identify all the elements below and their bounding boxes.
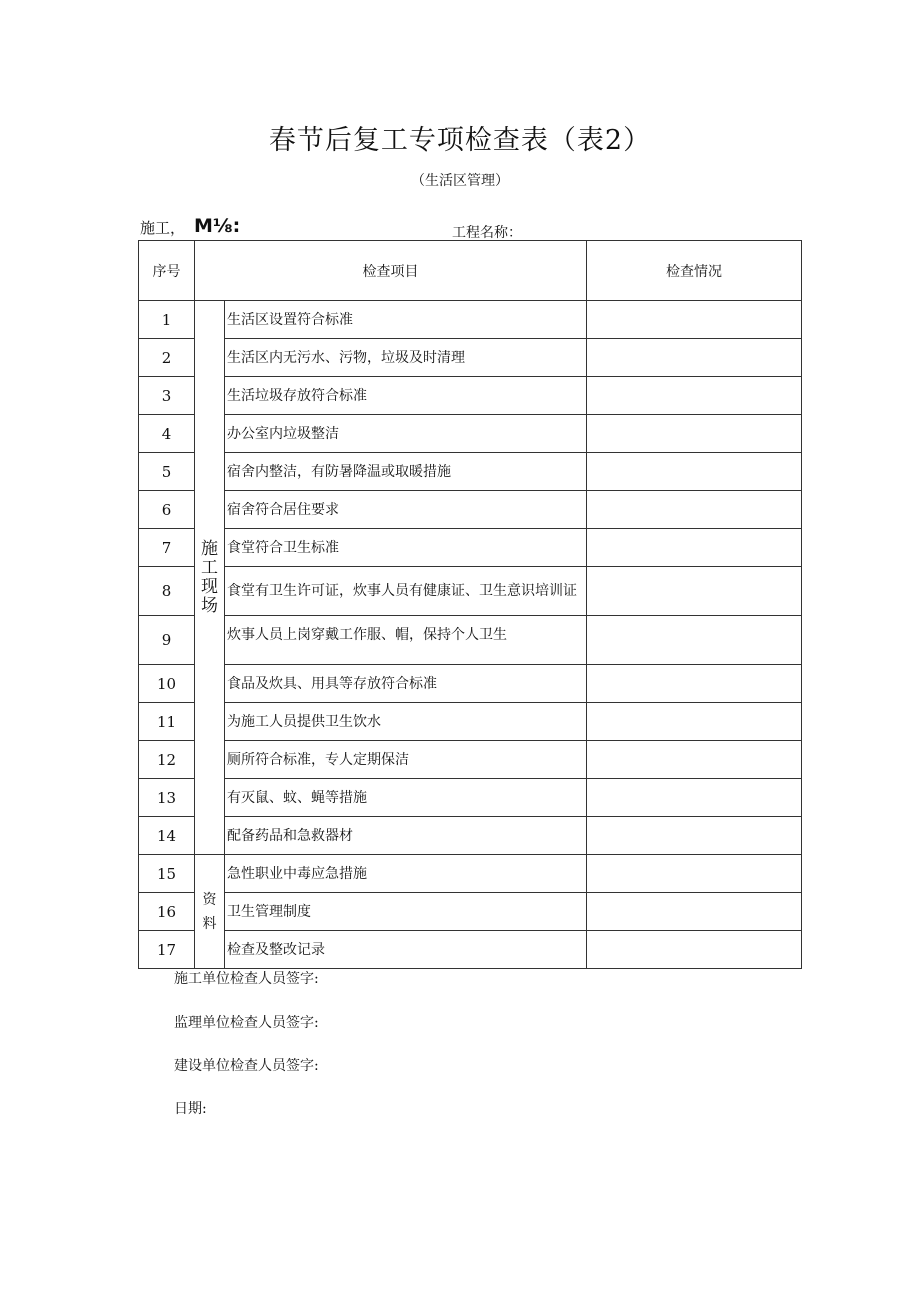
row-item: 宿舍内整洁，有防暑降温或取暖措施 [225, 453, 587, 491]
signature-supervision: 监理单位检查人员签字: [174, 1015, 319, 1031]
table-row [139, 529, 802, 567]
table-row [139, 741, 802, 779]
row-item: 食堂有卫生许可证，炊事人员有健康证、卫生意识培训证 [225, 567, 587, 616]
row-no: 11 [139, 703, 195, 741]
row-result[interactable] [587, 377, 802, 415]
table-row [139, 817, 802, 855]
row-result[interactable] [587, 855, 802, 893]
row-item: 急性职业中毒应急措施 [225, 855, 587, 893]
row-item: 厕所符合标准，专人定期保洁 [225, 741, 587, 779]
row-result[interactable] [587, 665, 802, 703]
row-no: 17 [139, 931, 195, 969]
row-item: 生活垃圾存放符合标准 [225, 377, 587, 415]
table-header-row [139, 241, 802, 301]
table-row [139, 665, 802, 703]
row-item: 生活区内无污水、污物，垃圾及时清理 [225, 339, 587, 377]
table-row [139, 893, 802, 931]
page-subtitle: （生活区管理） [411, 173, 509, 189]
row-item: 为施工人员提供卫生饮水 [225, 703, 587, 741]
table-row [139, 703, 802, 741]
table-row [139, 453, 802, 491]
unit-code: M⅛: [194, 215, 241, 237]
table-row [139, 491, 802, 529]
row-item: 食品及炊具、用具等存放符合标准 [225, 665, 587, 703]
row-result[interactable] [587, 779, 802, 817]
signature-construction: 施工单位检查人员签字: [174, 971, 319, 987]
row-no: 10 [139, 665, 195, 703]
unit-label: 施工， [140, 219, 186, 237]
row-result[interactable] [587, 741, 802, 779]
table-row [139, 301, 802, 339]
row-result[interactable] [587, 616, 802, 665]
table-row [139, 779, 802, 817]
row-result[interactable] [587, 529, 802, 567]
row-result[interactable] [587, 415, 802, 453]
row-no: 5 [139, 453, 195, 491]
header-result: 检查情况 [587, 241, 802, 301]
row-item: 宿舍符合居住要求 [225, 491, 587, 529]
signature-date: 日期: [174, 1101, 207, 1117]
header-item: 检查项目 [195, 241, 587, 301]
row-no: 16 [139, 893, 195, 931]
row-no: 13 [139, 779, 195, 817]
signature-owner: 建设单位检查人员签字: [174, 1058, 319, 1074]
row-item: 生活区设置符合标准 [225, 301, 587, 339]
row-item: 有灭鼠、蚊、蝇等措施 [225, 779, 587, 817]
row-no: 14 [139, 817, 195, 855]
row-item: 炊事人员上岗穿戴工作服、帽，保持个人卫生 [225, 616, 587, 665]
group-label-docs: 资料 [195, 855, 225, 969]
row-item: 卫生管理制度 [225, 893, 587, 931]
group-label-site: 施工现场 [195, 301, 225, 855]
table-row [139, 931, 802, 969]
table-row [139, 616, 802, 665]
row-result[interactable] [587, 491, 802, 529]
table-row [139, 377, 802, 415]
table-row [139, 339, 802, 377]
row-item: 检查及整改记录 [225, 931, 587, 969]
row-result[interactable] [587, 893, 802, 931]
row-result[interactable] [587, 301, 802, 339]
table-row [139, 415, 802, 453]
page-title: 春节后复工专项检查表（表2） [268, 125, 652, 156]
row-result[interactable] [587, 931, 802, 969]
header-no: 序号 [139, 241, 195, 301]
row-result[interactable] [587, 567, 802, 616]
row-no: 9 [139, 616, 195, 665]
row-result[interactable] [587, 339, 802, 377]
row-no: 7 [139, 529, 195, 567]
row-no: 6 [139, 491, 195, 529]
row-no: 4 [139, 415, 195, 453]
row-item: 配备药品和急救器材 [225, 817, 587, 855]
table-row [139, 567, 802, 616]
project-name-label: 工程名称： [452, 225, 522, 241]
row-result[interactable] [587, 453, 802, 491]
row-item: 办公室内垃圾整洁 [225, 415, 587, 453]
row-result[interactable] [587, 703, 802, 741]
row-no: 3 [139, 377, 195, 415]
row-no: 1 [139, 301, 195, 339]
row-no: 8 [139, 567, 195, 616]
inspection-table [138, 240, 802, 969]
row-result[interactable] [587, 817, 802, 855]
row-no: 2 [139, 339, 195, 377]
row-no: 15 [139, 855, 195, 893]
table-row [139, 855, 802, 893]
row-no: 12 [139, 741, 195, 779]
row-item: 食堂符合卫生标准 [225, 529, 587, 567]
